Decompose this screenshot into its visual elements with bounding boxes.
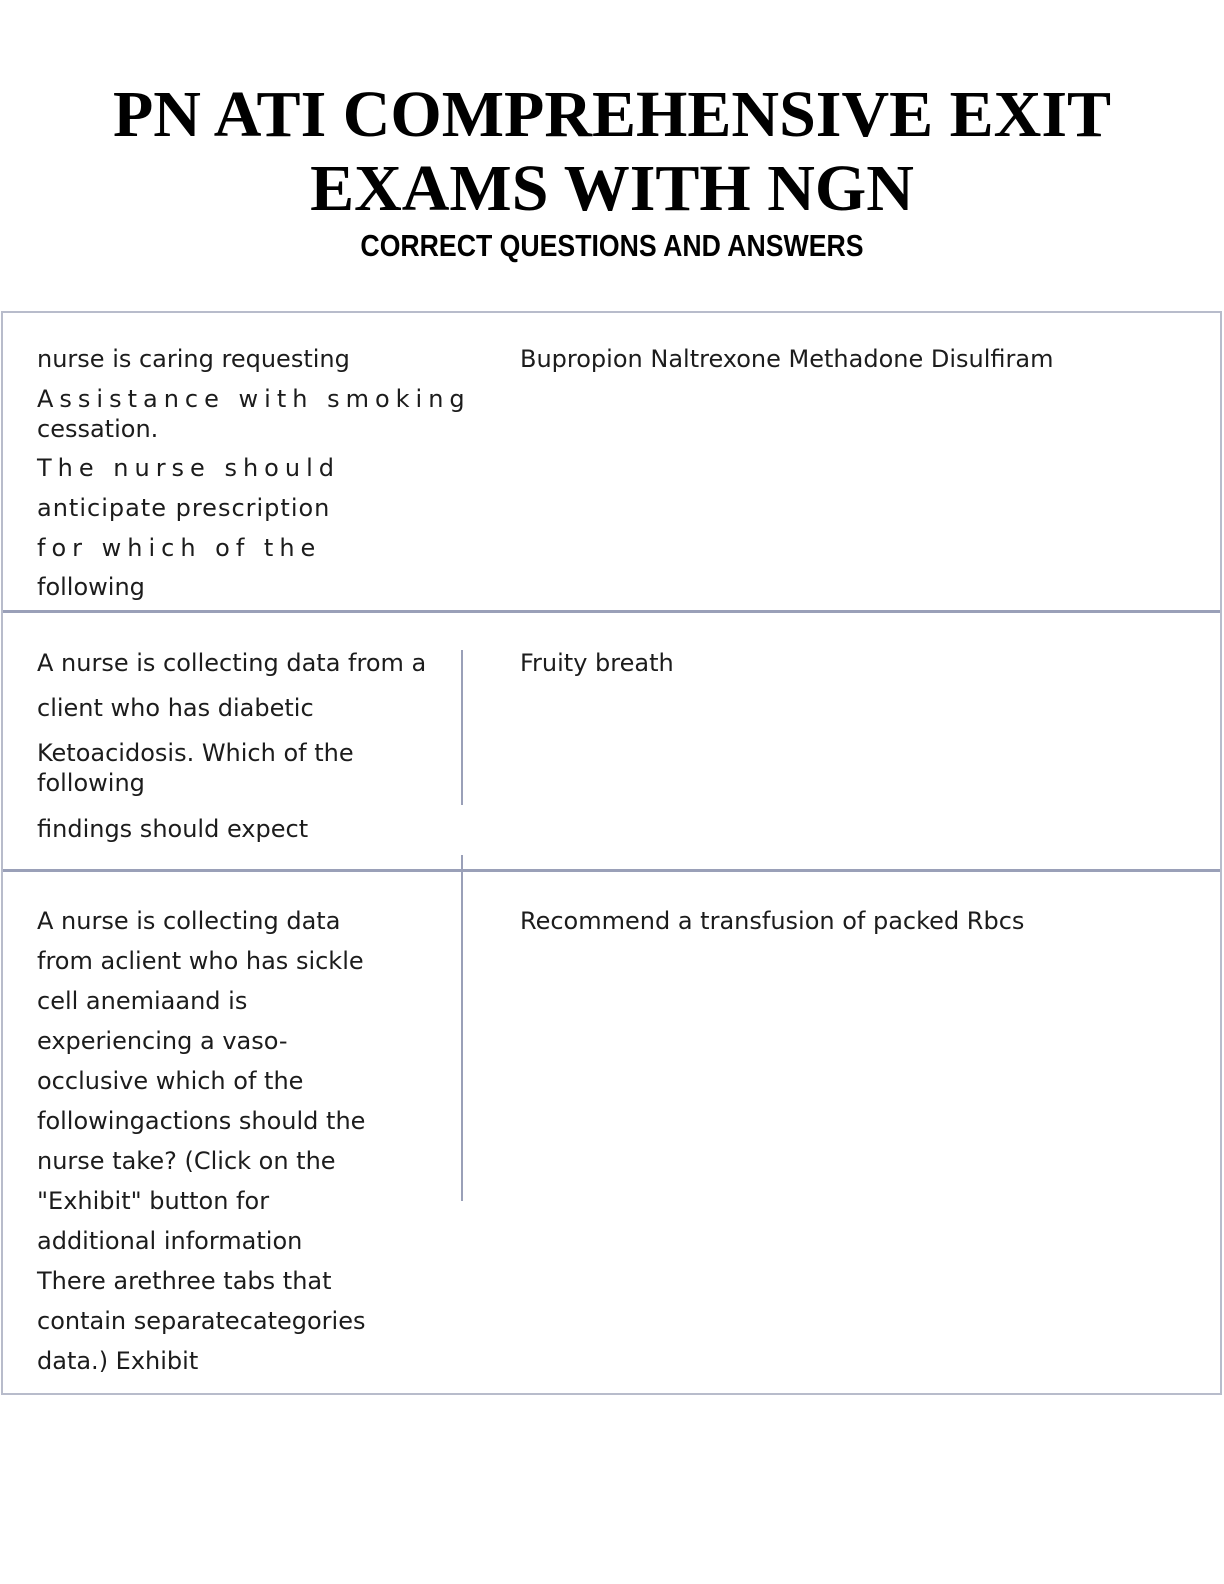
question-line: from aclient who has sickle (37, 947, 364, 975)
question-line: anticipate prescription (37, 494, 331, 522)
question-cell-2 (37, 649, 426, 845)
title-line-2: EXAMS WITH NGN (310, 152, 914, 225)
question-line: "Exhibit" button for (37, 1187, 270, 1215)
question-cell-1 (37, 345, 471, 603)
question-line: experiencing a vaso- (37, 1027, 288, 1055)
row-divider (3, 610, 1220, 613)
question-line: findings should expect (37, 815, 309, 843)
question-line: additional information (37, 1227, 303, 1255)
question-line: Ketoacidosis. Which of the (37, 739, 354, 767)
question-line: contain separatecategories (37, 1307, 366, 1335)
document-subtitle: CORRECT QUESTIONS AND ANSWERS (360, 228, 864, 263)
row-divider (3, 869, 1220, 872)
question-line: for which of the (37, 534, 322, 562)
title-line-1: PN ATI COMPREHENSIVE EXIT (112, 78, 1112, 151)
answer-cell-3: Recommend a transfusion of packed Rbcs (520, 907, 1025, 935)
question-line: nurse is caring requesting (37, 345, 350, 373)
question-cell-3 (37, 907, 365, 1377)
question-line: A nurse is collecting data from a (37, 649, 427, 677)
question-line: following (37, 573, 145, 601)
question-line: nurse take? (Click on the (37, 1147, 336, 1175)
column-divider (461, 855, 463, 1201)
question-line: Assistance with smoking (37, 385, 471, 413)
column-divider (461, 650, 463, 805)
question-line: cell anemiaand is (37, 987, 248, 1015)
question-line: client who has diabetic (37, 694, 314, 722)
question-line: A nurse is collecting data (37, 907, 341, 935)
question-line: The nurse should (37, 454, 340, 482)
answer-cell-1: Bupropion Naltrexone Methadone Disulfiram (520, 345, 1054, 373)
question-line: There arethree tabs that (37, 1267, 332, 1295)
question-line: occlusive which of the (37, 1067, 304, 1095)
document-title (0, 78, 1224, 226)
question-line: data.) Exhibit (37, 1347, 199, 1375)
qa-table (1, 311, 1222, 1395)
answer-cell-2: Fruity breath (520, 649, 674, 677)
question-line: followingactions should the (37, 1107, 366, 1135)
question-line: following (37, 769, 145, 797)
question-line: cessation. (37, 415, 159, 443)
